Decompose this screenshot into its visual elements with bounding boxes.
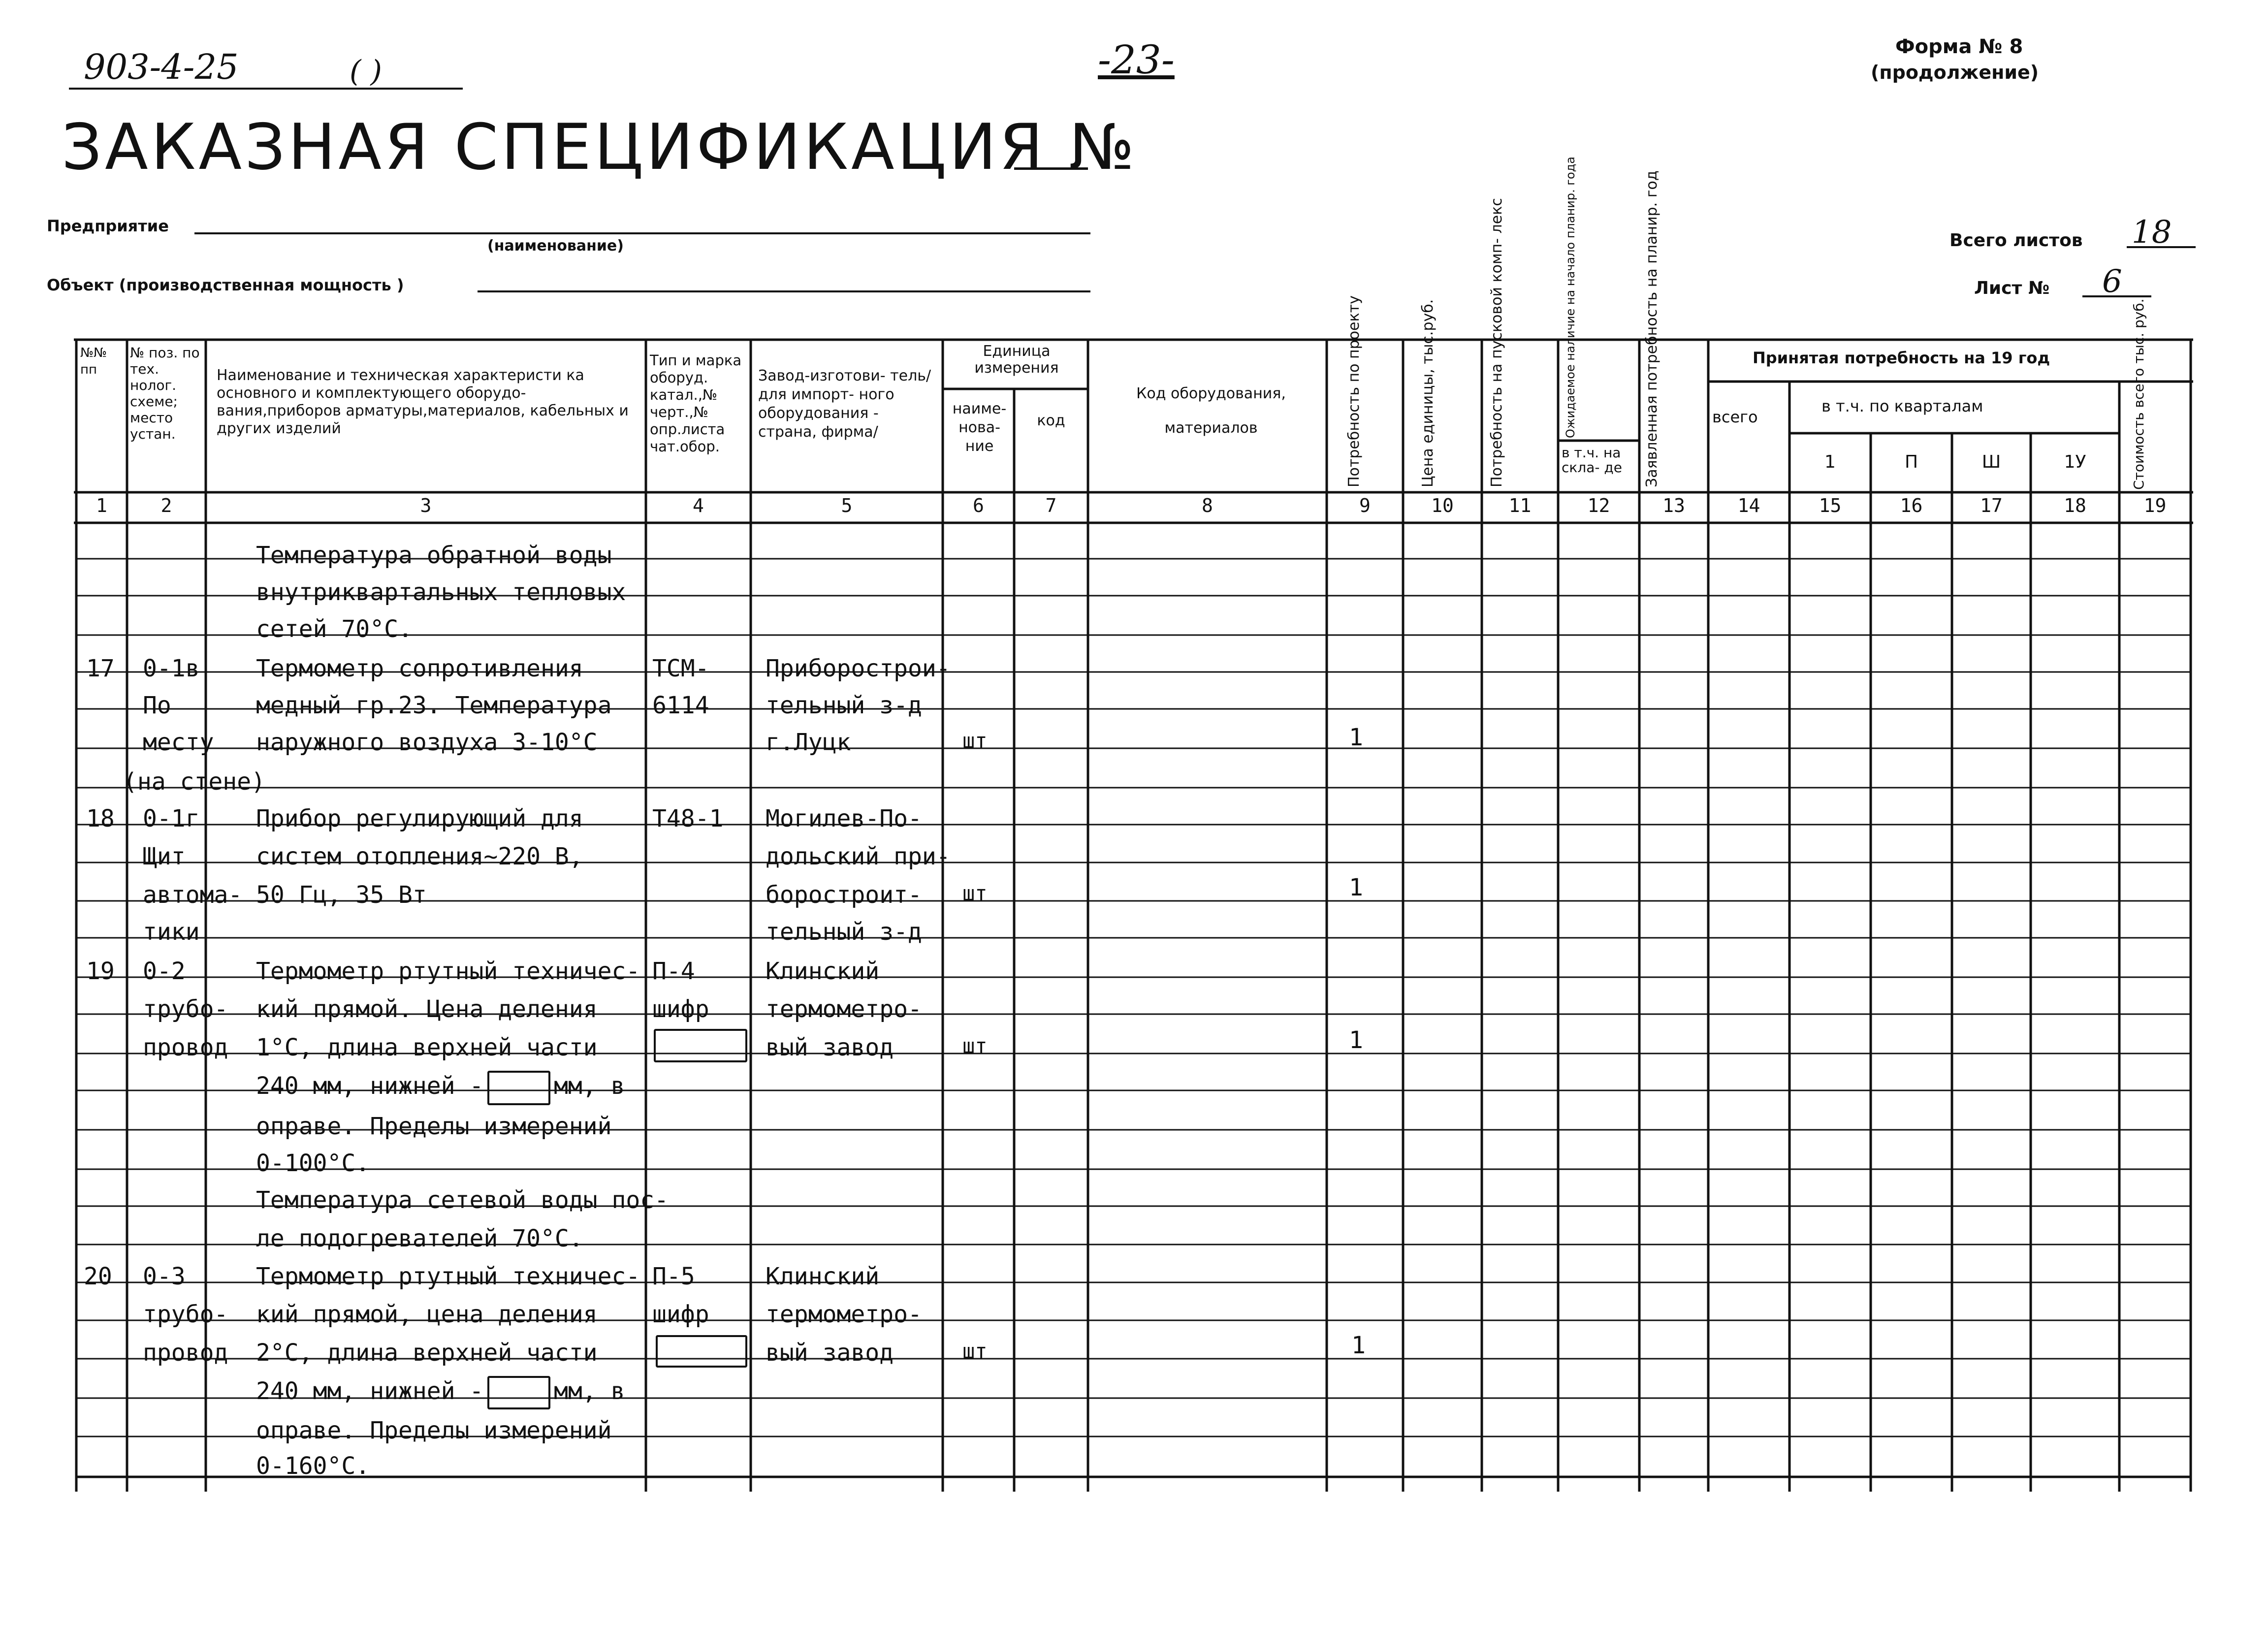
item-type: Т48-1 <box>652 805 724 832</box>
column-number: 5 <box>841 495 853 516</box>
item-unit: шт <box>962 881 988 905</box>
item-name: кий прямой. Цена деления <box>256 995 598 1023</box>
sheet-value: 6 <box>2102 263 2122 300</box>
item-quantity: 1 <box>1349 874 1363 901</box>
column-number: 15 <box>1819 495 1842 516</box>
column-number: 3 <box>420 495 432 516</box>
position-cell: месту <box>143 729 214 756</box>
item-factory: вый завод <box>766 1034 894 1061</box>
section-note: Температура обратной воды <box>256 542 612 569</box>
col-header-14-18: Принятая потребность на 19 год <box>1753 349 2050 367</box>
col-header-12: Ожидаемое наличие на начало планир. года <box>1564 157 1577 438</box>
item-name: наружного воздуха 3-10°С <box>256 729 598 756</box>
item-type: шифр <box>652 995 709 1023</box>
position-cell: 0-1г <box>143 805 200 832</box>
col-header-19: Стоимость всего тыс. руб. <box>2131 298 2147 490</box>
item-unit: шт <box>962 1034 988 1058</box>
column-number: 11 <box>1508 495 1532 516</box>
col-header-13: Заявленная потребность на планир. год <box>1643 170 1661 487</box>
position-cell: трубо- <box>143 995 228 1023</box>
col-header-12b: в т.ч. на скла- де <box>1562 445 1622 476</box>
item-factory: Могилев-По- <box>766 805 922 832</box>
item-factory: Приборострои- <box>766 655 951 682</box>
position-cell: 0-2 <box>143 958 186 985</box>
item-name: Термометр сопротивления <box>256 655 583 682</box>
item-factory: тельный з-д <box>766 692 922 719</box>
col-header-1: №№ пп <box>80 346 107 377</box>
column-number: 10 <box>1431 495 1454 516</box>
col-header-q2: П <box>1904 452 1918 472</box>
page-number: -23- <box>1098 37 1175 83</box>
col-header-11: Потребность на пусковой комп- лекс <box>1488 198 1505 487</box>
column-number: 8 <box>1202 495 1213 516</box>
column-number: 16 <box>1900 495 1923 516</box>
section-note: внутриквартальных тепловых <box>256 578 626 606</box>
position-cell: (на стене) <box>123 768 265 796</box>
column-number: 19 <box>2143 495 2167 516</box>
column-number: 9 <box>1359 495 1371 516</box>
item-factory: термометро- <box>766 1301 922 1328</box>
position-cell: провод <box>143 1339 228 1367</box>
item-name: 2°С, длина верхней части <box>256 1339 598 1367</box>
col-header-q1: 1 <box>1824 452 1836 472</box>
column-number: 13 <box>1662 495 1685 516</box>
column-number: 17 <box>1980 495 2003 516</box>
item-name: мм, в <box>554 1377 625 1405</box>
row-number: 18 <box>86 805 115 832</box>
item-factory: боростроит- <box>766 881 922 909</box>
section-note: сетей 70°С. <box>256 615 413 643</box>
item-factory: тельный з-д <box>766 918 922 946</box>
item-type: 6114 <box>652 692 709 719</box>
item-factory: дольский при- <box>766 843 951 870</box>
item-name: оправе. Пределы измерений <box>256 1113 612 1140</box>
col-header-9: Потребность по проекту <box>1345 295 1363 487</box>
column-number: 14 <box>1737 495 1760 516</box>
form-label: Форма № 8 <box>1895 35 2023 58</box>
document-code-paren: ( ) <box>350 54 382 89</box>
item-type: П-4 <box>652 958 695 985</box>
item-name: 0-100°С. <box>256 1149 370 1177</box>
blank-box <box>487 1376 550 1409</box>
column-number: 12 <box>1587 495 1610 516</box>
col-header-q3: Ш <box>1981 452 2001 472</box>
form-continuation: (продолжение) <box>1871 62 2039 83</box>
item-name: 240 мм, нижней - <box>256 1072 484 1100</box>
total-sheets-label: Всего листов <box>1949 230 2083 251</box>
position-cell: 0-3 <box>143 1263 186 1290</box>
item-name: 50 Гц, 35 Вт <box>256 881 427 909</box>
col-header-q4: 1У <box>2064 452 2086 472</box>
item-name: 1°С, длина верхней части <box>256 1034 598 1061</box>
col-header-4: Тип и марка оборуд. катал.,№ черт.,№ опр.листа чат.обор. <box>650 352 742 455</box>
position-cell: Щит <box>143 843 186 870</box>
item-factory: Клинский <box>766 1263 880 1290</box>
item-quantity: 1 <box>1349 1026 1363 1054</box>
col-header-8: Код оборудования, материалов <box>1136 385 1286 437</box>
item-name: медный гр.23. Температура <box>256 692 612 719</box>
blank-box <box>654 1029 747 1062</box>
object-label: Объект (производственная мощность ) <box>47 276 404 294</box>
item-type: ТСМ- <box>652 655 709 682</box>
total-sheets-value: 18 <box>2132 214 2172 251</box>
item-factory: Клинский <box>766 958 880 985</box>
col-header-6: наиме- нова- ние <box>952 400 1007 455</box>
row-number: 20 <box>84 1263 112 1290</box>
item-name: Термометр ртутный техничес- <box>256 1263 640 1290</box>
item-name: 0-160°С. <box>256 1452 370 1480</box>
position-cell: провод <box>143 1034 228 1061</box>
sheet-label: Лист № <box>1974 278 2050 298</box>
blank-box <box>487 1071 550 1105</box>
column-number: 2 <box>160 495 172 516</box>
position-cell: По <box>143 692 171 719</box>
item-type: П-5 <box>652 1263 695 1290</box>
document-code: 903-4-25 <box>84 47 239 87</box>
enterprise-label: Предприятие <box>47 217 169 235</box>
section-note: Температура сетевой воды пос- <box>256 1186 669 1214</box>
col-header-10: Цена единицы, тыс.руб. <box>1419 299 1437 487</box>
col-header-5: Завод-изготови- тель/для импорт- ного оборудования - страна, фирма/ <box>758 367 931 441</box>
position-cell: 0-1в <box>143 655 200 682</box>
column-number: 7 <box>1045 495 1057 516</box>
position-cell: тики <box>143 918 200 946</box>
item-name: 240 мм, нижней - <box>256 1377 484 1405</box>
item-type: шифр <box>652 1301 709 1328</box>
item-name: систем отопления~220 В, <box>256 843 583 870</box>
row-number: 19 <box>86 958 115 985</box>
item-unit: шт <box>962 729 988 753</box>
blank-box <box>656 1335 747 1368</box>
item-unit: шт <box>962 1339 988 1363</box>
item-name: мм, в <box>554 1072 625 1100</box>
position-cell: автома- <box>143 881 243 909</box>
col-header-7: код <box>1037 412 1065 429</box>
item-factory: термометро- <box>766 995 922 1023</box>
page-title: ЗАКАЗНАЯ СПЕЦИФИКАЦИЯ № <box>62 111 1138 184</box>
col-header-14: всего <box>1712 408 1758 426</box>
column-number: 4 <box>693 495 704 516</box>
col-header-15-18: в т.ч. по кварталам <box>1821 397 1983 415</box>
item-factory: г.Луцк <box>766 729 851 756</box>
item-factory: вый завод <box>766 1339 894 1367</box>
column-number: 1 <box>96 495 107 516</box>
item-name: Термометр ртутный техничес- <box>256 958 640 985</box>
col-header-3: Наименование и техническая характеристи ка основного и комплектующего оборудо- вания,приборов арматуры,материалов, кабельных и других изделий <box>217 367 629 437</box>
col-header-2: № поз. по тех. нолог. схеме; место устан. <box>130 345 200 442</box>
item-quantity: 1 <box>1349 724 1363 751</box>
col-header-6-7: Единица измерения <box>974 343 1059 377</box>
position-cell: трубо- <box>143 1301 228 1328</box>
item-name: оправе. Пределы измерений <box>256 1417 612 1444</box>
column-number: 18 <box>2064 495 2086 516</box>
enterprise-sublabel: (наименование) <box>487 237 624 255</box>
item-name: Прибор регулирующий для <box>256 805 583 832</box>
section-note: ле подогревателей 70°С. <box>256 1225 583 1252</box>
item-quantity: 1 <box>1351 1332 1366 1359</box>
column-number: 6 <box>973 495 984 516</box>
row-number: 17 <box>86 655 115 682</box>
item-name: кий прямой, цена деления <box>256 1301 598 1328</box>
